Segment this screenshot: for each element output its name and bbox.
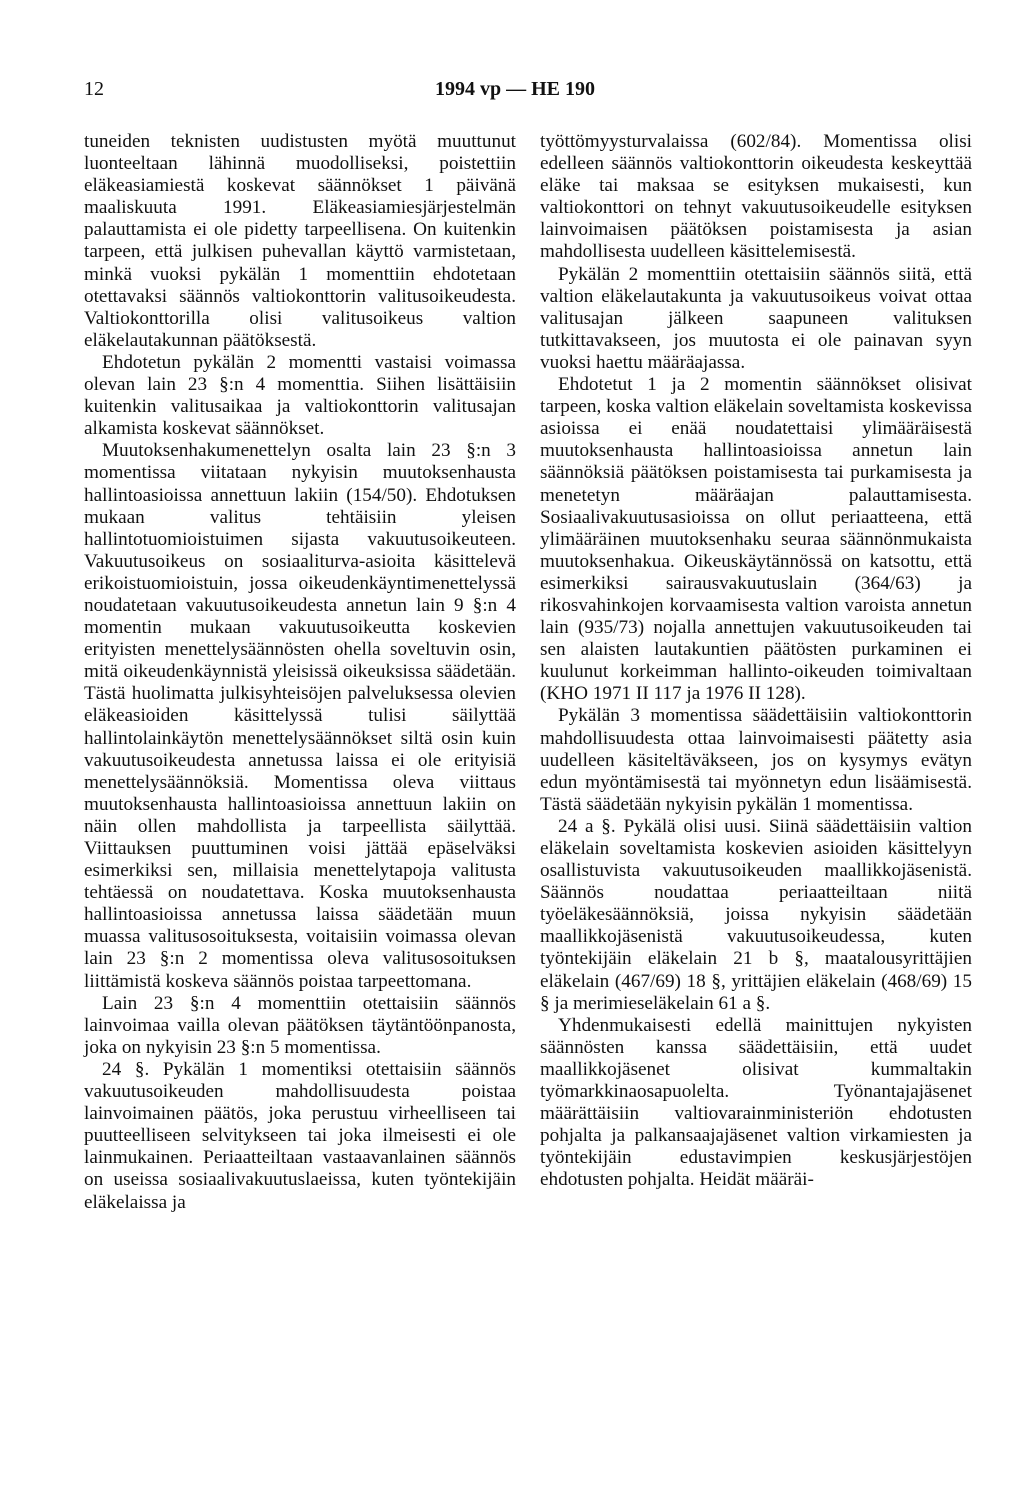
paragraph: tuneiden teknisten uudistusten myötä muuttunut luonteeltaan lähinnä muodolliseksi, poistettiin eläkeasiamiestä koskevat säännökset 1 päivänä maaliskuuta 1991. Eläkeasiamiesjärjestelmän palauttamista ei ole pidetty tarpeellisena. On kuitenkin tarpeen, että julkisen puhevallan käyttö varmistetaan, minkä vuoksi pykälän 1 momenttiin ehdotetaan otettavaksi säännös valtiokonttorin valitusoikeudesta. Valtiokonttorilla olisi valitusoikeus valtion eläkelautakunnan päätöksestä.	[84, 131, 516, 351]
paragraph: Pykälän 2 momenttiin otettaisiin säännös siitä, että valtion eläkelautakunta ja vakuutusoikeus voivat ottaa valitusajan jälkeen saapuneen valituksen tutkittavakseen, jos muutosta ei ole painavan syyn vuoksi haettu määräajassa.	[540, 263, 972, 373]
paragraph: Yhdenmukaisesti edellä mainittujen nykyisten säännösten kanssa säädettäisiin, että uudet maallikkojäsenet olisivat kummaltakin työmarkkinaosapuolelta. Työnantajajäsenet määrättäisiin valtiovarainministeriön ehdotusten pohjalta ja palkansaajajäsenet valtion virkamiesten ja työntekijäin edustavimpien keskusjärjestöjen ehdotusten pohjalta. Heidät määräi-	[540, 1014, 972, 1191]
paragraph: työttömyysturvalaissa (602/84). Momentissa olisi edelleen säännös valtiokonttorin oikeudesta keskeyttää eläke tai maksaa se esityksen mukaisesti, kun valtiokonttori on tehnyt vakuutusoikeudelle esityksen lainvoimaisen päätöksen poistamisesta ja asian mahdollisesta uudelleen käsittelemisestä.	[540, 131, 972, 263]
right-column	[540, 131, 972, 1192]
page-header	[84, 78, 946, 108]
paragraph: Pykälän 3 momentissa säädettäisiin valtiokonttorin mahdollisuudesta ottaa lainvoimaisesti päätetty asia uudelleen käsiteltäväkseen, jos on kysymys evätyn edun myöntämisestä tai myönnetyn edun lisäämisestä. Tästä säädetään nykyisin pykälän 1 momentissa.	[540, 705, 972, 815]
paragraph: 24 §. Pykälän 1 momentiksi otettaisiin säännös vakuutusoikeuden mahdollisuudesta poistaa lainvoimainen päätös, joka perustuu virheelliseen tai puutteelliseen selvitykseen tai joka ilmeisesti ei ole lainmukainen. Periaatteiltaan vastaavanlainen säännös on useissa sosiaalivakuutuslaeissa, kuten työntekijäin eläkelaissa ja	[84, 1058, 516, 1213]
paragraph: 24 a §. Pykälä olisi uusi. Siinä säädettäisiin valtion eläkelain soveltamista koskevien asioiden käsittelyyn osallistuvista vakuutusoikeuden maallikkojäsenistä. Säännös noudattaa periaatteiltaan niitä työeläkesäännöksiä, joissa nykyisin säädetään maallikkojäsenistä vakuutusoikeudessa, kuten työntekijäin eläkelain 21 b §, maatalousyrittäjien eläkelain (467/69) 18 §, yrittäjien eläkelain (468/69) 15 § ja merimieseläkelain 61 a §.	[540, 815, 972, 1014]
paragraph: Lain 23 §:n 4 momenttiin otettaisiin säännös lainvoimaa vailla olevan päätöksen täytäntöönpanosta, joka on nykyisin 23 §:n 5 momentissa.	[84, 992, 516, 1058]
paragraph: Ehdotetut 1 ja 2 momentin säännökset olisivat tarpeen, koska valtion eläkelain soveltamista koskevissa asioissa ei enää noudatettaisi ylimääräisestä muutoksenhausta hallintoasioissa annetun lain säännöksiä päätöksen poistamisesta tai purkamisesta ja menetetyn määräajan palauttamisesta. Sosiaalivakuutusasioissa on ollut periaatteena, että ylimääräinen muutoksenhaku seuraa säännönmukaista muutoksenhakua. Oikeuskäytännössä on katsottu, että esimerkiksi sairausvakuutuslain (364/63) ja rikosvahinkojen korvaamisesta valtion varoista annetun lain (935/73) nojalla annettujen vakuutusoikeuden tai sen alaisten lautakuntien päätösten purkaminen ei kuulunut korkeimman hallinto-oikeuden toimivaltaan (KHO 1971 II 117 ja 1976 II 128).	[540, 374, 972, 705]
left-column	[84, 131, 516, 1214]
page-number: 12	[84, 78, 104, 100]
paragraph: Muutoksenhakumenettelyn osalta lain 23 §:n 3 momentissa viitataan nykyisin muutoksenhausta hallintoasioissa annettuun lakiin (154/50). Ehdotuksen mukaan valitus tehtäisiin yleisen hallintotuomioistuimen sijasta vakuutusoikeuteen. Vakuutusoikeus on sosiaaliturva-asioita käsittelevä erikoistuomioistuin, jossa oikeudenkäyntimenettelyssä noudatetaan vakuutusoikeudesta annetun lain 9 §:n 4 momentin mukaan vakuutusoikeutta koskevien erityisten menettelysäännösten ohella soveltuvin osin, mitä oikeudenkäynnistä yleisissä oikeuksissa säädetään. Tästä huolimatta julkisyhteisöjen palveluksessa olevien eläkeasioiden käsittelyssä tulisi säilyttää hallintolainkäytön menettelysäännökset siltä osin kuin vakuutusoikeudesta annetussa laissa ei ole erityisiä menettelysäännöksiä. Momentissa oleva viittaus muutoksenhausta hallintoasioissa annettuun lakiin on näin ollen mahdollista ja tarpeellista säilyttää. Viittauksen puuttuminen voisi jättää epäselväksi esimerkiksi sen, millaisia menettelytapoja valitusta tehtäessä on noudatettava. Koska muutoksenhausta hallintoasioissa annetussa laissa säädetään muun muassa valitusosoituksesta, voitaisiin voimassa olevan lain 23 §:n 2 momentissa oleva valitusosoituksen liittämistä koskeva säännös poistaa tarpeettomana.	[84, 440, 516, 992]
running-head: 1994 vp — HE 190	[434, 78, 596, 100]
paragraph: Ehdotetun pykälän 2 momentti vastaisi voimassa olevan lain 23 §:n 4 momenttia. Siihen lisättäisiin kuitenkin valitusaikaa ja valtiokonttorin valitusajan alkamista koskevat säännökset.	[84, 351, 516, 440]
